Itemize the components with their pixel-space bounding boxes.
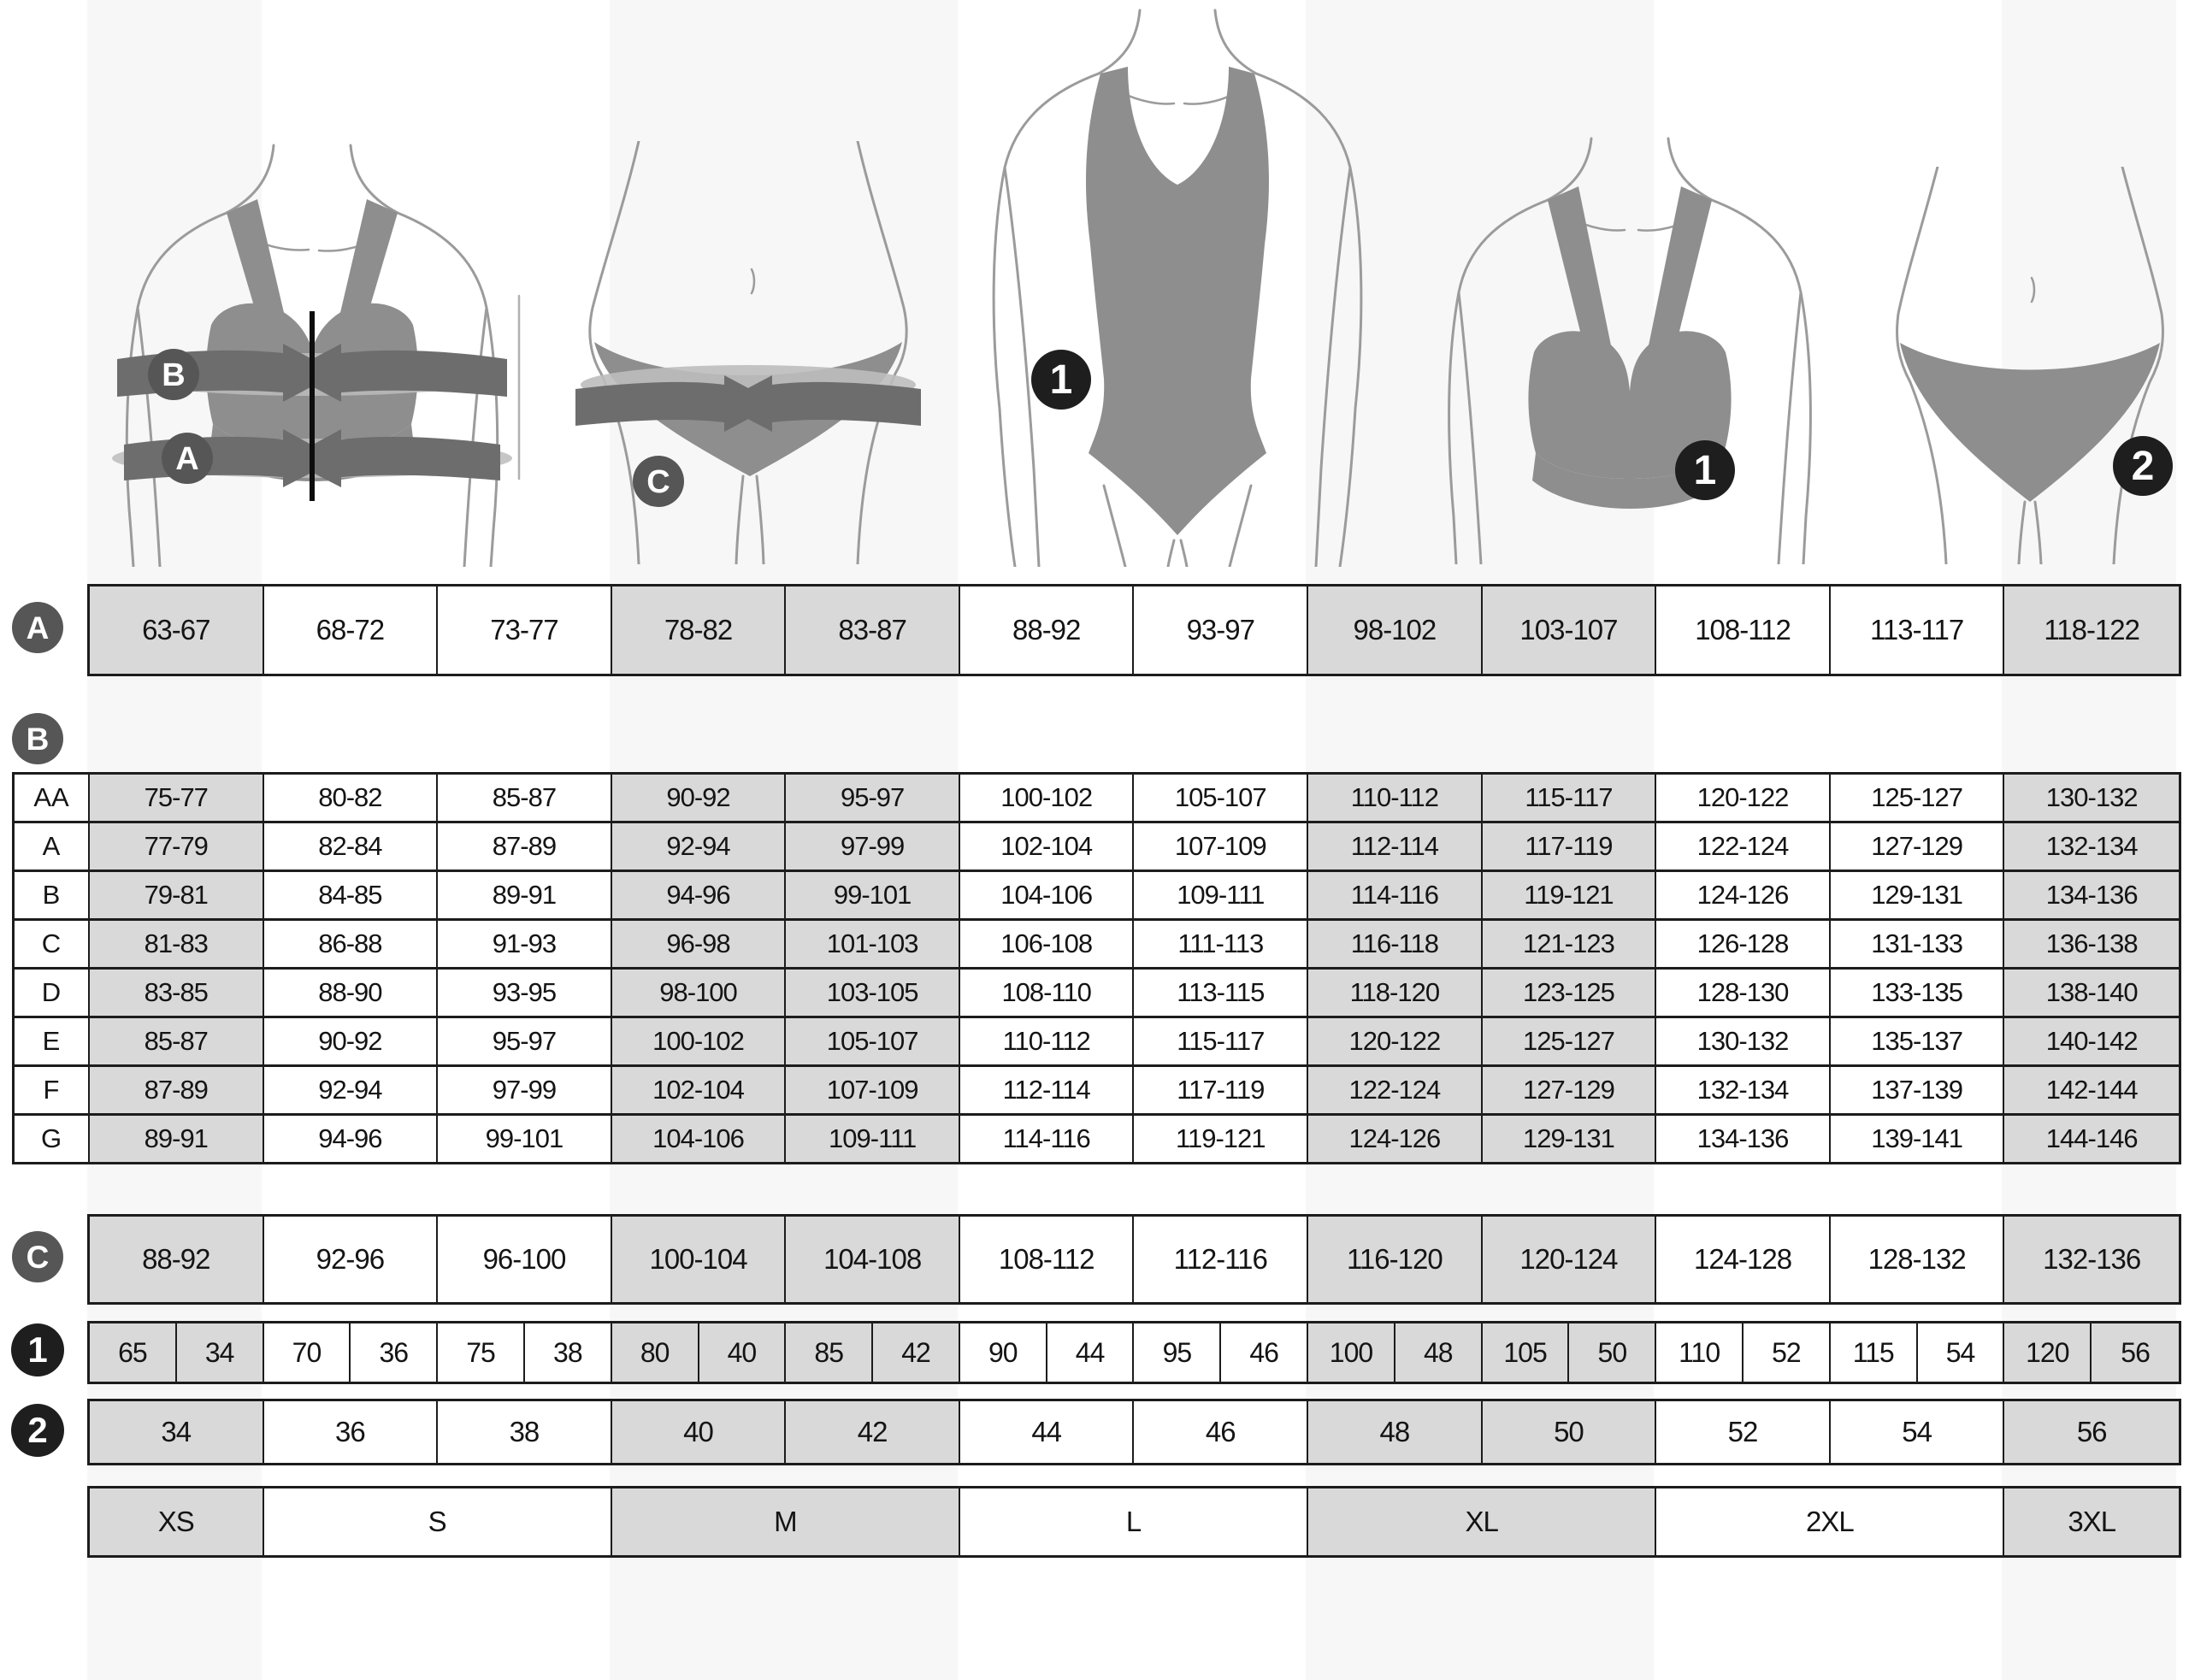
underbust-cell: 88-92 [960, 587, 1135, 674]
international-size-cell: 3XL [2004, 1488, 2179, 1555]
figure-hips-measurement [560, 141, 936, 564]
band-size-cell: 44 [1047, 1323, 1135, 1382]
table-cell: 100-102 [960, 775, 1135, 821]
band-size-cell: 42 [873, 1323, 960, 1382]
underbust-cell: 113-117 [1831, 587, 2005, 674]
confection-size-cell: 38 [438, 1401, 612, 1463]
table-cell: 115-117 [1483, 775, 1657, 821]
underbust-cell: 118-122 [2004, 587, 2179, 674]
table-cell: 112-114 [1308, 823, 1483, 869]
table-cell: 114-116 [1308, 872, 1483, 918]
table-cell: 124-126 [1308, 1116, 1483, 1162]
international-size-cell: XS [90, 1488, 264, 1555]
table-cell: 95-97 [786, 775, 960, 821]
underbust-cell: 68-72 [264, 587, 439, 674]
band-size-cell: 48 [1395, 1323, 1483, 1382]
table-cell: 117-119 [1483, 823, 1657, 869]
table-cell: 120-122 [1656, 775, 1831, 821]
band-size-cell: 120 [2004, 1323, 2092, 1382]
cup-size-label: F [15, 1067, 90, 1113]
table-cell: 129-131 [1483, 1116, 1657, 1162]
table-cell: 85-87 [438, 775, 612, 821]
table-cell: 137-139 [1831, 1067, 2005, 1113]
table-cell: 109-111 [786, 1116, 960, 1162]
confection-size-cell: 48 [1308, 1401, 1483, 1463]
confection-size-cell: 56 [2004, 1401, 2179, 1463]
confection-size-cell: 34 [90, 1401, 264, 1463]
band-size-cell: 80 [612, 1323, 699, 1382]
table-cell: 119-121 [1483, 872, 1657, 918]
table-cell: 89-91 [90, 1116, 264, 1162]
table-cell: 125-127 [1831, 775, 2005, 821]
table-cell: 127-129 [1831, 823, 2005, 869]
bust-badge-label: B [162, 357, 186, 393]
table-cell: 99-101 [786, 872, 960, 918]
cup-size-label: B [15, 872, 90, 918]
table-cell: 126-128 [1656, 921, 1831, 967]
international-size-cell: XL [1308, 1488, 1656, 1555]
table-cell: 109-111 [1134, 872, 1308, 918]
hips-cell: 120-124 [1483, 1217, 1657, 1302]
table-cell: 139-141 [1831, 1116, 2005, 1162]
cup-row [15, 1067, 2179, 1116]
table-cell: 102-104 [960, 823, 1135, 869]
table-cell: 91-93 [438, 921, 612, 967]
cup-row [15, 872, 2179, 921]
table-cell: 144-146 [2004, 1116, 2179, 1162]
cup-size-label: G [15, 1116, 90, 1162]
table-cell: 99-101 [438, 1116, 612, 1162]
swimsuit-garment [1086, 67, 1269, 535]
confection-size-cell: 52 [1656, 1401, 1831, 1463]
underbust-cell: 98-102 [1308, 587, 1483, 674]
table-cell: 100-102 [612, 1018, 787, 1064]
table-cell: 86-88 [264, 921, 439, 967]
table-cell: 102-104 [612, 1067, 787, 1113]
cup-row [15, 1116, 2179, 1162]
table-cell: 81-83 [90, 921, 264, 967]
table-cell: 93-95 [438, 970, 612, 1016]
swimsuit-badge [1031, 350, 1091, 410]
hips-row [87, 1214, 2181, 1305]
hips-cell: 124-128 [1656, 1217, 1831, 1302]
underbust-badge [162, 433, 213, 484]
band-size-cell: 115 [1831, 1323, 1918, 1382]
table-cell: 124-126 [1656, 872, 1831, 918]
confection-size-cell: 50 [1483, 1401, 1657, 1463]
bra-badge-label: 1 [1693, 448, 1717, 493]
table-cell: 110-112 [1308, 775, 1483, 821]
table-cell: 90-92 [612, 775, 787, 821]
hips-cell: 88-92 [90, 1217, 264, 1302]
table-cell: 89-91 [438, 872, 612, 918]
table-cell: 79-81 [90, 872, 264, 918]
hips-cell: 92-96 [264, 1217, 439, 1302]
table-cell: 104-106 [960, 872, 1135, 918]
table-cell: 105-107 [1134, 775, 1308, 821]
table-cell: 94-96 [612, 872, 787, 918]
table-cell: 123-125 [1483, 970, 1657, 1016]
hips-cell: 104-108 [786, 1217, 960, 1302]
underbust-cell: 78-82 [612, 587, 787, 674]
confection-size-cell: 36 [264, 1401, 439, 1463]
table-cell: 97-99 [438, 1067, 612, 1113]
table-cell: 131-133 [1831, 921, 2005, 967]
underbust-rail-badge: A [12, 602, 63, 653]
table-cell: 114-116 [960, 1116, 1135, 1162]
table-cell: 94-96 [264, 1116, 439, 1162]
table-cell: 95-97 [438, 1018, 612, 1064]
table-cell: 80-82 [264, 775, 439, 821]
confection-size-cell: 46 [1134, 1401, 1308, 1463]
cup-size-label: D [15, 970, 90, 1016]
panties-badge [2113, 436, 2173, 496]
band-size-cell: 50 [1569, 1323, 1656, 1382]
table-cell: 122-124 [1656, 823, 1831, 869]
table-cell: 84-85 [264, 872, 439, 918]
table-cell: 134-136 [2004, 872, 2179, 918]
band-size-cell: 100 [1308, 1323, 1395, 1382]
table-cell: 110-112 [960, 1018, 1135, 1064]
hips-rail-badge: C [12, 1231, 63, 1282]
figure-bra [1409, 137, 1850, 564]
swimsuit-badge-label: 1 [1049, 357, 1073, 403]
hips-cell: 100-104 [612, 1217, 787, 1302]
cup-size-label: AA [15, 775, 90, 821]
underbust-cell: 63-67 [90, 587, 264, 674]
band-size-cell: 105 [1483, 1323, 1570, 1382]
cup-row [15, 921, 2179, 970]
international-size-cell: M [612, 1488, 960, 1555]
table-cell: 115-117 [1134, 1018, 1308, 1064]
band-size-cell: 110 [1656, 1323, 1744, 1382]
hips-badge [633, 456, 684, 507]
table-cell: 101-103 [786, 921, 960, 967]
underbust-cell: 83-87 [786, 587, 960, 674]
international-size-row [87, 1486, 2181, 1558]
band-size-cell: 95 [1134, 1323, 1221, 1382]
table-cell: 120-122 [1308, 1018, 1483, 1064]
table-cell: 88-90 [264, 970, 439, 1016]
international-size-cell: L [960, 1488, 1308, 1555]
table-cell: 142-144 [2004, 1067, 2179, 1113]
confection-size-cell: 42 [786, 1401, 960, 1463]
cup-size-label: E [15, 1018, 90, 1064]
table-cell: 92-94 [612, 823, 787, 869]
band-size-cell: 56 [2092, 1323, 2179, 1382]
table-cell: 132-134 [2004, 823, 2179, 869]
cup-row [15, 1018, 2179, 1067]
table-cell: 98-100 [612, 970, 787, 1016]
table-cell: 127-129 [1483, 1067, 1657, 1113]
confection-size-row [87, 1399, 2181, 1465]
band-size-cell: 52 [1744, 1323, 1831, 1382]
hips-cell: 128-132 [1831, 1217, 2005, 1302]
cup-size-label: A [15, 823, 90, 869]
table-cell: 82-84 [264, 823, 439, 869]
table-cell: 87-89 [90, 1067, 264, 1113]
table-cell: 97-99 [786, 823, 960, 869]
underbust-cell: 73-77 [438, 587, 612, 674]
table-cell: 75-77 [90, 775, 264, 821]
panties-badge-label: 2 [2131, 444, 2155, 489]
table-cell: 105-107 [786, 1018, 960, 1064]
bust-badge [148, 349, 199, 400]
table-cell: 132-134 [1656, 1067, 1831, 1113]
cup-row [15, 775, 2179, 823]
confection-size-cell: 40 [612, 1401, 787, 1463]
hips-cell: 116-120 [1308, 1217, 1483, 1302]
table-cell: 96-98 [612, 921, 787, 967]
table-cell: 92-94 [264, 1067, 439, 1113]
underbust-row [87, 584, 2181, 676]
band-size-cell: 34 [177, 1323, 264, 1382]
table-cell: 138-140 [2004, 970, 2179, 1016]
confection-size-cell: 44 [960, 1401, 1135, 1463]
underbust-badge-label: A [175, 441, 199, 477]
table-cell: 108-110 [960, 970, 1135, 1016]
hips-cell: 96-100 [438, 1217, 612, 1302]
band-size-cell: 54 [1918, 1323, 2005, 1382]
table-cell: 107-109 [1134, 823, 1308, 869]
confection-size-cell: 54 [1831, 1401, 2005, 1463]
table-cell: 87-89 [438, 823, 612, 869]
table-cell: 113-115 [1134, 970, 1308, 1016]
figure-bra-measurement [81, 92, 543, 567]
band-size-cell: 36 [351, 1323, 438, 1382]
hips-cell: 112-116 [1134, 1217, 1308, 1302]
international-size-cell: 2XL [1656, 1488, 2004, 1555]
band-size-cell: 40 [699, 1323, 787, 1382]
band-size-cell: 38 [525, 1323, 612, 1382]
table-cell: 122-124 [1308, 1067, 1483, 1113]
band-size-cell: 70 [264, 1323, 351, 1382]
table-cell: 125-127 [1483, 1018, 1657, 1064]
underbust-cell: 103-107 [1483, 587, 1657, 674]
table-cell: 103-105 [786, 970, 960, 1016]
table-cell: 118-120 [1308, 970, 1483, 1016]
cup-row [15, 823, 2179, 872]
body-outline [590, 141, 906, 564]
table-cell: 106-108 [960, 921, 1135, 967]
table-cell: 119-121 [1134, 1116, 1308, 1162]
band-size-cell: 90 [960, 1323, 1047, 1382]
table-cell: 135-137 [1831, 1018, 2005, 1064]
band-size-rail-badge: 1 [11, 1323, 64, 1376]
hips-cell: 132-136 [2004, 1217, 2179, 1302]
table-cell: 134-136 [1656, 1116, 1831, 1162]
bra-badge [1675, 440, 1735, 500]
table-cell: 90-92 [264, 1018, 439, 1064]
table-cell: 104-106 [612, 1116, 787, 1162]
band-size-row [87, 1321, 2181, 1384]
table-cell: 112-114 [960, 1067, 1135, 1113]
band-size-cell: 65 [90, 1323, 177, 1382]
figure-panties [1871, 167, 2189, 564]
cup-table [12, 772, 2181, 1164]
table-cell: 133-135 [1831, 970, 2005, 1016]
table-cell: 130-132 [1656, 1018, 1831, 1064]
hips-cell: 108-112 [960, 1217, 1135, 1302]
band-size-cell: 46 [1221, 1323, 1308, 1382]
table-cell: 116-118 [1308, 921, 1483, 967]
international-size-cell: S [264, 1488, 612, 1555]
confection-size-rail-badge: 2 [11, 1404, 64, 1457]
table-cell: 130-132 [2004, 775, 2179, 821]
bust-rail-badge: B [12, 713, 63, 764]
table-cell: 107-109 [786, 1067, 960, 1113]
table-cell: 136-138 [2004, 921, 2179, 967]
cup-row [15, 970, 2179, 1018]
table-cell: 77-79 [90, 823, 264, 869]
underbust-cell: 93-97 [1134, 587, 1308, 674]
table-cell: 121-123 [1483, 921, 1657, 967]
table-cell: 140-142 [2004, 1018, 2179, 1064]
underbust-cell: 108-112 [1656, 587, 1831, 674]
band-size-cell: 75 [438, 1323, 525, 1382]
hips-badge-label: C [646, 464, 670, 500]
table-cell: 85-87 [90, 1018, 264, 1064]
table-cell: 129-131 [1831, 872, 2005, 918]
table-cell: 83-85 [90, 970, 264, 1016]
band-size-cell: 85 [786, 1323, 873, 1382]
table-cell: 128-130 [1656, 970, 1831, 1016]
figure-swimsuit [953, 7, 1402, 567]
table-cell: 111-113 [1134, 921, 1308, 967]
cup-size-label: C [15, 921, 90, 967]
table-cell: 117-119 [1134, 1067, 1308, 1113]
